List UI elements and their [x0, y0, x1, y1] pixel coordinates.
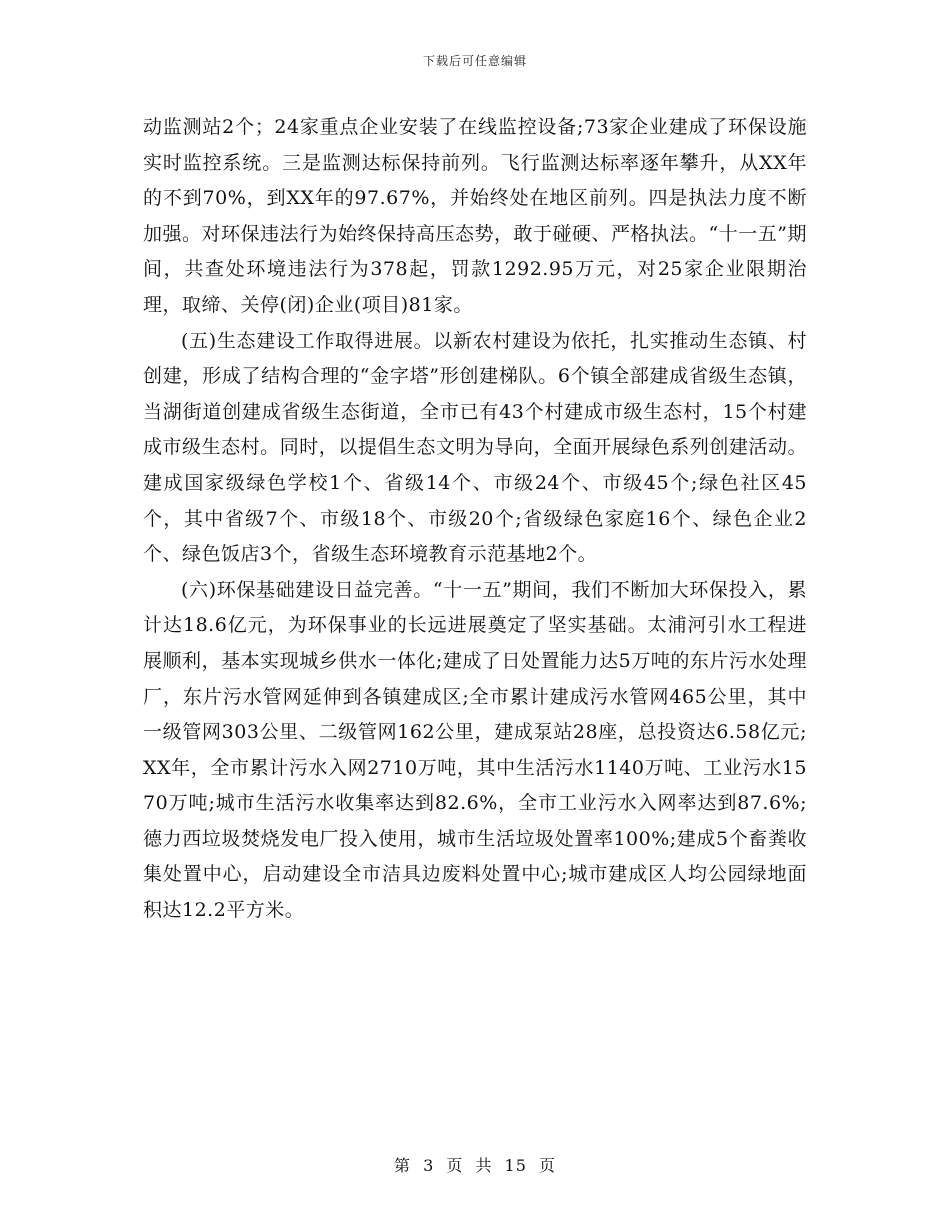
document-body	[143, 110, 807, 929]
paragraph-monitoring-continued: 动监测站2个；24家重点企业安装了在线监控设备;73家企业建成了环保设施实时监控系统。三是监测达标保持前列。飞行监测达标率逐年攀升，从XX年的不到70%，到XX年的97.67%，并始终处在地区前列。四是执法力度不断加强。对环保违法行为始终保持高压态势，敢于碰硬、严格执法。“十一五”期间，共查处环境违法行为378起，罚款1292.95万元，对25家企业限期治理，取缔、关停(闭)企业(项目)81家。	[143, 116, 807, 316]
paragraph-infrastructure: (六)环保基础建设日益完善。“十一五”期间，我们不断加大环保投入，累计达18.6亿元，为环保事业的长远进展奠定了坚实基础。太浦河引水工程进展顺利，基本实现城乡供水一体化;建成了日处置能力达5万吨的东片污水处理厂，东片污水管网延伸到各镇建成区;全市累计建成污水管网465公里，其中一级管网303公里、二级管网162公里，建成泵站28座，总投资达6.58亿元;XX年，全市累计污水入网2710万吨，其中生活污水1140万吨、工业污水1570万吨;城市生活污水收集率达到82.6%，全市工业污水入网率达到87.6%;德力西垃圾焚烧发电厂投入使用，城市生活垃圾处置率100%;建成5个畜粪收集处置中心，启动建设全市洁具边废料处置中心;城市建成区人均公园绿地面积达12.2平方米。	[143, 578, 807, 922]
paragraph-ecological-construction: (五)生态建设工作取得进展。以新农村建设为依托，扎实推动生态镇、村创建，形成了结构合理的“金字塔”形创建梯队。6个镇全部建成省级生态镇，当湖街道创建成省级生态街道，全市已有43个村建成市级生态村，15个村建成市级生态村。同时，以提倡生态文明为导向，全面开展绿色系列创建活动。建成国家级绿色学校1个、省级14个、市级24个、市级45个;绿色社区45个，其中省级7个、市级18个、市级20个;省级绿色家庭16个、绿色企业2个、绿色饭店3个，省级生态环境教育示范基地2个。	[143, 329, 807, 566]
page-header: 下载后可任意编辑	[422, 54, 527, 68]
page-number: 第 3 页 共 15 页	[394, 1156, 556, 1175]
